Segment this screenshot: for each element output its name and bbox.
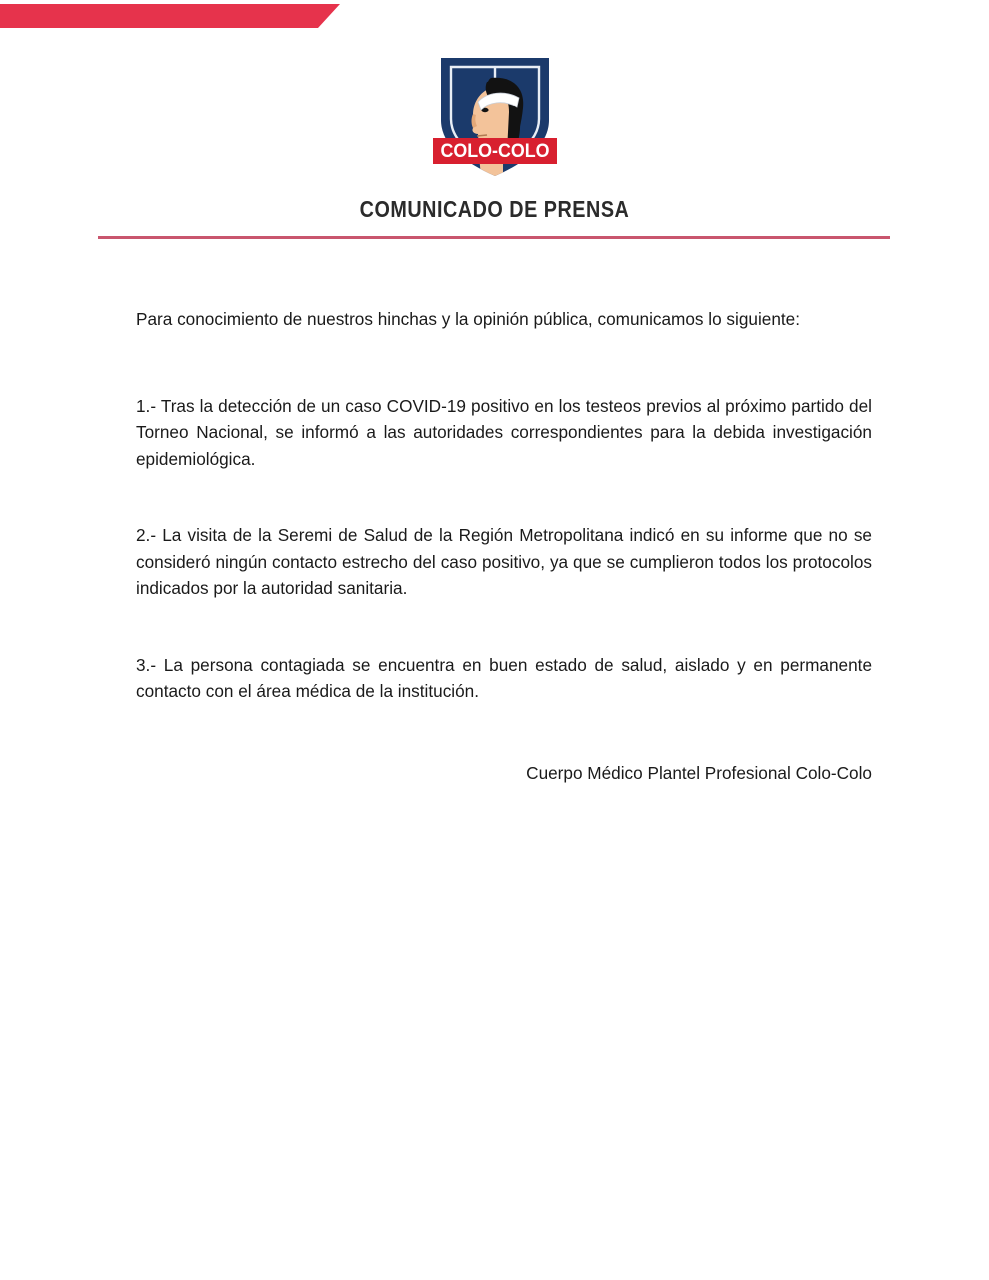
document-body bbox=[136, 306, 872, 786]
title-divider-rule bbox=[98, 236, 890, 239]
warrior-mouth bbox=[477, 135, 487, 136]
paragraph-intro: Para conocimiento de nuestros hinchas y la opinión pública, comunicamos lo siguiente: bbox=[136, 309, 801, 329]
paragraph-item-2: 2.- La visita de la Seremi de Salud de la Región Metropolitana indicó en su informe que no se consideró ningún contacto estrecho del caso positivo, ya que se cumplieron todos los protocolos indicados por la autoridad sanitaria. bbox=[136, 525, 872, 598]
crest-ribbon-label: COLO-COLO bbox=[439, 139, 550, 162]
club-logo bbox=[0, 52, 989, 180]
header-red-banner bbox=[0, 4, 340, 28]
header-red-banner-shape bbox=[0, 4, 340, 28]
paragraph-item-3: 3.- La persona contagiada se encuentra en buen estado de salud, aislado y en permanente contacto con el área médica de la institución. bbox=[136, 654, 872, 701]
page-title: COMUNICADO DE PRENSA bbox=[359, 196, 630, 222]
paragraph-item-1: 1.- Tras la detección de un caso COVID-19 positivo en los testeos previos al próximo partido del Torneo Nacional, se informó a las autoridades correspondientes para la debida investigación epidemiológica. bbox=[136, 395, 872, 469]
document-signature: Cuerpo Médico Plantel Profesional Colo-Colo bbox=[526, 762, 872, 783]
colo-colo-crest-icon bbox=[429, 52, 561, 180]
